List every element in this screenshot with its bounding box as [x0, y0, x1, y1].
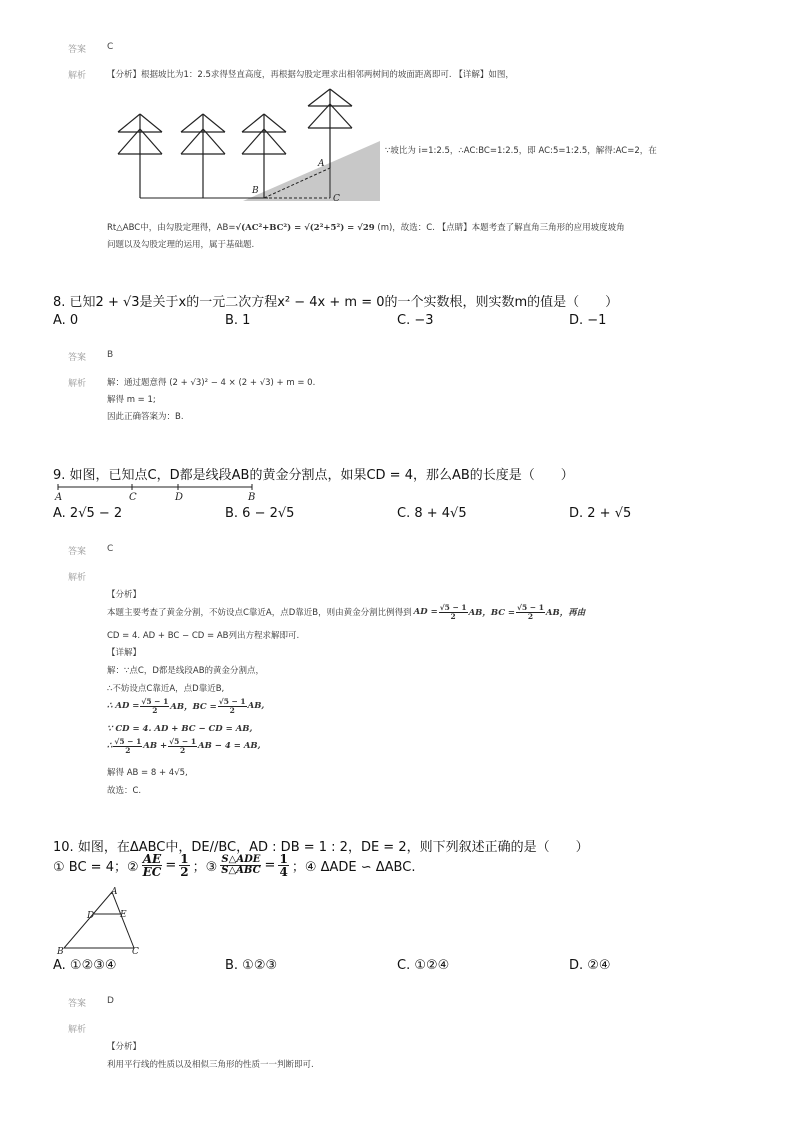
q10-answer: D [107, 996, 114, 1006]
q9-option-a: A. 2√5 − 2 [53, 506, 123, 521]
q10-stem-text: 如图，在ΔABC中，DE//BC，AD : DB = 1 : 2，DE = 2，则下列叙述正确的是（ ） [77, 840, 589, 855]
q7-side-text: ∵坡比为 i=1:2.5，∴AC:BC=1:2.5，即 AC:5=1:2.5，解得:AC=2，在 [385, 146, 657, 156]
q10-option-a: A. ①②③④ [53, 958, 117, 973]
q7-line3-a: Rt△ABC中，由勾股定理得，AB= [107, 223, 236, 233]
point-label-b: B [252, 186, 259, 196]
q9-a1-text: 本题主要考查了黄金分割，不妨设点C靠近A，点D靠近B，则由黄金分割比例得到 [107, 608, 412, 618]
golden-ratio-fraction: $\frac{√5 - 1}{2}$ [517, 603, 544, 621]
vertex-label-e: E [120, 910, 127, 920]
q9-solution-line3: ∴ AD = $\frac{√5 - 1}{2}$ AB，BC = $\frac{√5 - 1}{2}$ AB, [107, 697, 265, 715]
vertex-label-b: B [57, 947, 64, 956]
q9-segment-figure [52, 481, 267, 503]
q9-a1-eq3: AB，再由 [545, 608, 586, 618]
point-label-c: C [333, 194, 340, 204]
analysis-label: 解析 [68, 573, 87, 583]
segment-label-a: A [55, 492, 63, 503]
answer-label: 答案 [68, 547, 87, 557]
quarter-fraction: $\frac{1}{4}$ [279, 852, 288, 879]
golden-ratio-fraction: $\frac{√5 - 1}{2}$ [218, 697, 246, 715]
q9-solution-line7: 故选：C. [107, 786, 142, 796]
q7-slope-figure [108, 84, 383, 212]
q9-solution-line2: ∴不妨设点C靠近A，点D靠近B, [107, 684, 225, 694]
q7-line4: 问题以及勾股定理的运用，属于基础题. [107, 240, 255, 250]
golden-ratio-fraction: $\frac{√5 - 1}{2}$ [439, 603, 467, 621]
tree-icon [181, 114, 225, 198]
q8-number: 8. [53, 295, 66, 310]
q8-solution-line1: 解：通过题意得 (2 + √3)² − 4 × (2 + √3) + m = 0. [107, 378, 316, 388]
vertex-label-a: A [111, 887, 118, 897]
q9-option-b: B. 6 − 2√5 [225, 506, 295, 521]
q9-fenxi-heading: 【分析】 [107, 590, 142, 600]
q9-analysis-line2: CD = 4. AD + BC − CD = AB列出方程求解即可. [107, 631, 300, 641]
q10-triangle-figure [52, 886, 147, 956]
q9-solution-line1: 解：∵点C，D都是线段AB的黄金分割点， [107, 666, 265, 676]
q10-option-b: B. ①②③ [225, 958, 278, 973]
q9-option-c: C. 8 + 4√5 [397, 506, 467, 521]
q7-answer: C [107, 42, 114, 52]
answer-label: 答案 [68, 999, 87, 1009]
q9-solution-line5: ∴ $\frac{√5 - 1}{2}$ AB + $\frac{√5 - 1}{2}$ AB − 4 = AB, [107, 737, 261, 755]
analysis-label: 解析 [68, 379, 87, 389]
q10-number: 10. [53, 840, 74, 855]
q10-analysis-line1: 利用平行线的性质以及相似三角形的性质一一判断即可. [107, 1060, 314, 1070]
tree-icon [308, 89, 352, 168]
golden-ratio-fraction: $\frac{√5 - 1}{2}$ [141, 697, 169, 715]
vertex-label-d: D [87, 911, 95, 921]
q9-answer: C [107, 544, 114, 554]
q9-solution-line6: 解得 AB = 8 + 4√5, [107, 768, 188, 778]
q10-option-c: C. ①②④ [397, 958, 450, 973]
segment-label-c: C [129, 492, 137, 503]
answer-label: 答案 [68, 353, 87, 363]
q8-solution-line3: 因此正确答案为：B. [107, 412, 184, 422]
q7-line3-formula: √(AC²+BC²) = √(2²+5²) = √29 [235, 223, 375, 233]
segment-label-b: B [248, 492, 256, 503]
q9-analysis-line1 [107, 604, 585, 620]
q9-stem-text: 如图，已知点C，D都是线段AB的黄金分割点，如果CD = 4，那么AB的长度是（ ） [69, 468, 574, 483]
segment-label-d: D [175, 492, 184, 503]
golden-ratio-fraction: $\frac{√5 - 1}{2}$ [169, 737, 197, 755]
q8-option-b: B. 1 [225, 313, 251, 328]
q10-conditions: ① BC = 4；② $\frac{AE}{EC}$ = $\frac{1}{2}$ ；③ $\frac{\text{S△ADE}}{\text{S△ABC}}$ = $\frac{1}{4}$ ；④ ΔADE ∽ ΔABC. [53, 852, 416, 879]
q8-stem-text: 已知2 + √3是关于x的一元二次方程x² − 4x + m = 0的一个实数根，则实数m的值是（ ） [69, 295, 619, 310]
tree-icon [118, 114, 162, 198]
q8-stem [53, 291, 618, 310]
ae-ec-fraction: $\frac{AE}{EC}$ [142, 852, 162, 879]
q10-option-d: D. ②④ [569, 958, 611, 973]
analysis-label: 解析 [68, 1025, 87, 1035]
q8-option-a: A. 0 [53, 313, 79, 328]
q8-option-d: D. −1 [569, 313, 607, 328]
q10-fenxi-heading: 【分析】 [107, 1042, 142, 1052]
q9-option-d: D. 2 + √5 [569, 506, 632, 521]
q8-answer: B [107, 350, 114, 360]
q9-xiangjie-heading: 【详解】 [107, 648, 142, 658]
point-label-a: A [318, 159, 325, 169]
q9-a1-eq2: AB，BC = [468, 608, 516, 618]
q7-line3-b: (m)，故选：C. 【点睛】本题考查了解直角三角形的应用坡度坡角 [377, 223, 625, 233]
q9-solution-line4: ∵ CD = 4. AD + BC − CD = AB, [107, 724, 253, 734]
half-fraction: $\frac{1}{2}$ [180, 852, 189, 879]
q9-a1-eq1: AD = [413, 607, 438, 617]
q7-line3 [107, 221, 625, 233]
vertex-label-c: C [132, 947, 139, 956]
golden-ratio-fraction: $\frac{√5 - 1}{2}$ [114, 737, 142, 755]
q8-option-c: C. −3 [397, 313, 434, 328]
q9-number: 9. [53, 468, 66, 483]
area-ratio-fraction: $\frac{\text{S△ADE}}{\text{S△ABC}}$ [221, 854, 261, 876]
q8-solution-line2: 解得 m = 1; [107, 395, 156, 405]
answer-label: 答案 [68, 45, 87, 55]
analysis-label: 解析 [68, 71, 87, 81]
q7-analysis-line1: 【分析】根据坡比为1：2.5求得竖直高度，再根据勾股定理求出相邻两树间的坡面距离即可. 【详解】如图， [107, 70, 514, 80]
